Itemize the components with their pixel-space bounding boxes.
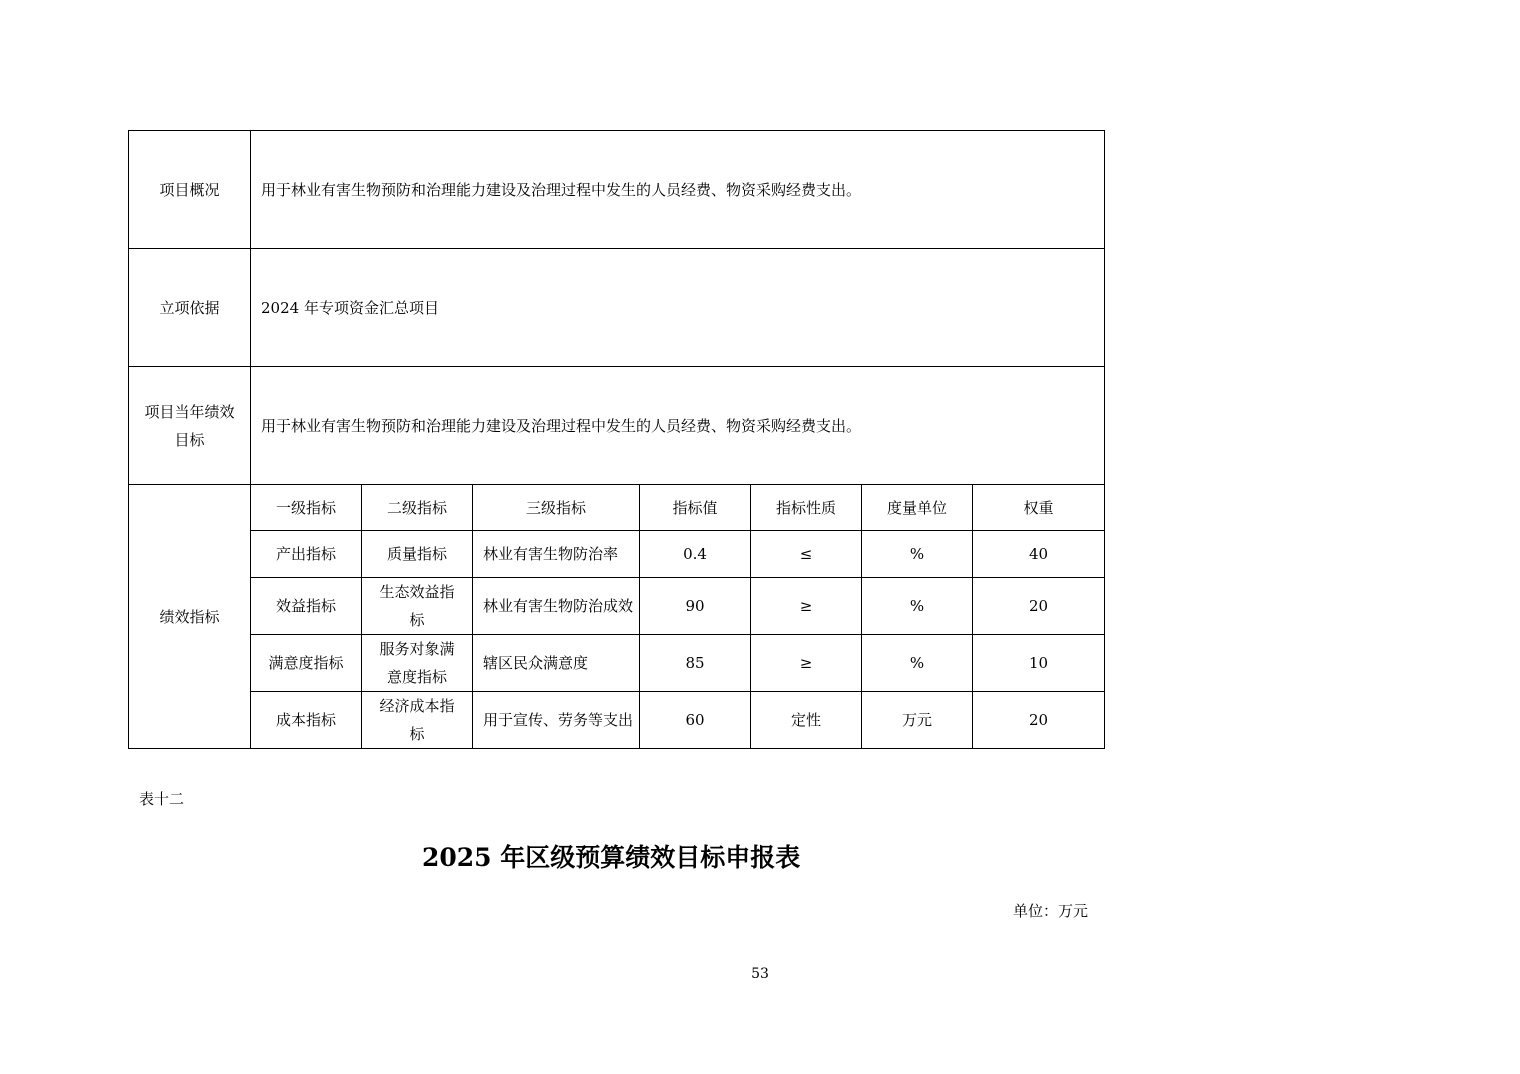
level2-cell: 服务对象满意度指标 <box>362 635 473 692</box>
header-value: 指标值 <box>640 485 751 531</box>
annual-goal-label-line2: 目标 <box>174 430 205 449</box>
page-number: 53 <box>751 966 769 982</box>
performance-goal-table <box>128 130 1105 749</box>
weight-cell: 20 <box>973 578 1105 635</box>
header-weight: 权重 <box>973 485 1105 531</box>
unit-cell: 万元 <box>862 692 973 749</box>
value-cell: 85 <box>640 635 751 692</box>
level3-cell: 林业有害生物防治率 <box>473 531 640 578</box>
level3-cell: 辖区民众满意度 <box>473 635 640 692</box>
level2-cell: 生态效益指标 <box>362 578 473 635</box>
unit-cell: % <box>862 578 973 635</box>
annual-goal-label-line1: 项目当年绩效 <box>144 402 235 421</box>
level1-cell: 效益指标 <box>251 578 362 635</box>
basis-row <box>129 249 1105 367</box>
nature-cell: ≥ <box>751 578 862 635</box>
level3-cell: 用于宣传、劳务等支出 <box>473 692 640 749</box>
weight-cell: 20 <box>973 692 1105 749</box>
annual-goal-content: 用于林业有害生物预防和治理能力建设及治理过程中发生的人员经费、物资采购经费支出。 <box>251 367 1105 485</box>
table-row <box>129 635 1105 692</box>
weight-cell: 10 <box>973 635 1105 692</box>
header-level2: 二级指标 <box>362 485 473 531</box>
nature-cell: ≥ <box>751 635 862 692</box>
value-cell: 0.4 <box>640 531 751 578</box>
value-cell: 60 <box>640 692 751 749</box>
overview-row <box>129 131 1105 249</box>
basis-content: 2024 年专项资金汇总项目 <box>251 249 1105 367</box>
indicators-label: 绩效指标 <box>129 485 251 749</box>
level3-cell: 林业有害生物防治成效 <box>473 578 640 635</box>
nature-cell: ≤ <box>751 531 862 578</box>
basis-label: 立项依据 <box>129 249 251 367</box>
level1-cell: 满意度指标 <box>251 635 362 692</box>
table-row <box>129 692 1105 749</box>
level2-cell: 经济成本指标 <box>362 692 473 749</box>
level2-cell: 质量指标 <box>362 531 473 578</box>
table-row <box>129 578 1105 635</box>
unit-label: 单位：万元 <box>1013 902 1089 920</box>
annual-goal-label <box>129 367 251 485</box>
level1-cell: 产出指标 <box>251 531 362 578</box>
header-level1: 一级指标 <box>251 485 362 531</box>
table-caption: 表十二 <box>139 790 185 808</box>
unit-cell: % <box>862 531 973 578</box>
unit-cell: % <box>862 635 973 692</box>
level1-cell: 成本指标 <box>251 692 362 749</box>
weight-cell: 40 <box>973 531 1105 578</box>
header-unit: 度量单位 <box>862 485 973 531</box>
overview-content: 用于林业有害生物预防和治理能力建设及治理过程中发生的人员经费、物资采购经费支出。 <box>251 131 1105 249</box>
overview-label: 项目概况 <box>129 131 251 249</box>
indicator-header-row <box>129 485 1105 531</box>
nature-cell: 定性 <box>751 692 862 749</box>
annual-goal-row <box>129 367 1105 485</box>
header-nature: 指标性质 <box>751 485 862 531</box>
value-cell: 90 <box>640 578 751 635</box>
header-level3: 三级指标 <box>473 485 640 531</box>
table-row <box>129 531 1105 578</box>
page-title: 2025 年区级预算绩效目标申报表 <box>422 843 801 872</box>
